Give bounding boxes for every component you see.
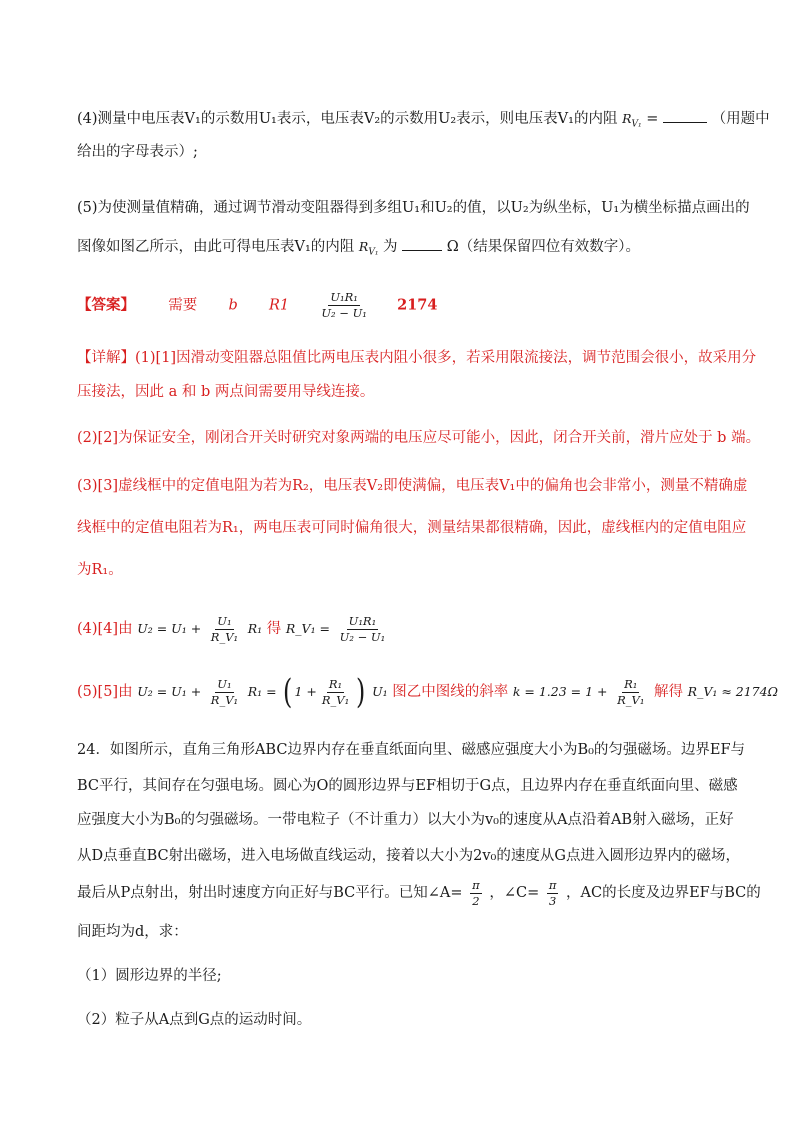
answer-line	[77, 290, 437, 321]
q24-l5-mid: ，∠C=	[489, 885, 540, 901]
explain-p3-l2: 线框中的定值电阻若为R₁，两电压表可同时偏角很大，测量结果都很精确，因此，虚线框内的定值电阻应	[77, 520, 747, 536]
q24-l5-post: ，AC的长度及边界EF与BC的	[566, 885, 761, 901]
p4-frac1: $\frac{\text{U₁}}{\text{R\_V₁}}$	[210, 613, 239, 644]
p5-eq1-r2: U₁	[372, 684, 388, 699]
rv1-symbol: $R_{V_1}$	[622, 111, 642, 130]
q24-l1: 24．如图所示，直角三角形ABC边界内存在垂直纸面向里、磁感应强度大小为B₀的匀强磁场。边界EF与	[77, 742, 746, 758]
part4-text: (4)测量中电压表V₁的示数用U₁表示，电压表V₂的示数用U₂表示，则电压表V₁的内阻	[77, 111, 618, 127]
part5-line2-post: Ω（结果保留四位有效数字）。	[446, 239, 641, 255]
q24-l4: 从D点垂直BC射出磁场，进入电场做直线运动，接着以大小为2v₀的速度从G点进入圆形边界内的磁场，	[77, 848, 740, 864]
p5-eq2: k = 1.23 = 1 +	[512, 684, 608, 699]
angle-a-fraction: $\frac{\pi}{2}$	[472, 877, 480, 908]
q24-l5-pre: 最后从P点射出，射出时速度方向正好与BC平行。已知∠A=	[77, 885, 463, 901]
part4-line2: 给出的字母表示）;	[77, 144, 198, 160]
q24-sub2: （2）粒子从A点到G点的运动时间。	[77, 1012, 312, 1028]
p4-eq1-right: R₁	[247, 621, 263, 636]
answer-item-1: 需要	[168, 297, 198, 314]
answer-blank-5[interactable]	[402, 236, 442, 251]
p5-one: 1 +	[294, 684, 317, 699]
equals-sign: =	[646, 111, 659, 127]
q24-sub1: （1）圆形边界的半径;	[77, 968, 222, 984]
explain-p2: (2)[2]为保证安全，刚闭合开关时研究对象两端的电压应尽可能小，因此，闭合开关前，滑片应处于 b 端。	[77, 430, 761, 446]
answer-item-3: R1	[268, 297, 290, 314]
explain-p3-l3: 为R₁。	[77, 562, 123, 578]
part5-line2-pre: 图像如图乙所示，由此可得电压表V₁的内阻	[77, 239, 355, 255]
p5-eq1-left: U₂ = U₁ +	[137, 684, 202, 699]
p4-frac2: $\frac{\text{U₁R₁}}{\text{U₂ − U₁}}$	[339, 613, 386, 644]
rv1-symbol-5: $R_{V_1}$	[358, 239, 379, 258]
p4-mid: 得	[266, 621, 282, 637]
p4-eq1-left: U₂ = U₁ +	[137, 621, 202, 636]
part4-line1	[77, 108, 770, 135]
answer-label: 【答案】	[77, 296, 135, 314]
p4-pre: (4)[4]由	[77, 621, 133, 637]
p5-post: 解得	[654, 684, 684, 700]
q24-l3: 应强度大小为B₀的匀强磁场。一带电粒子（不计重力）以大小为v₀的速度从A点沿着AB射入磁场，正好	[77, 812, 734, 828]
part5-line1: (5)为使测量值精确，通过调节滑动变阻器得到多组U₁和U₂的值，以U₂为纵坐标，U₁为横坐标描点画出的	[77, 200, 750, 216]
explain-p5	[77, 672, 778, 712]
p4-eq2-left: R_V₁ =	[285, 621, 331, 636]
explain-p4	[77, 612, 390, 646]
q24-l5	[77, 876, 761, 910]
part5-line2	[77, 236, 640, 263]
answer-fraction: $\frac{\text{U₁R₁}}{\text{U₂ − U₁}}$	[321, 290, 367, 320]
explain-p3-l1: (3)[3]虚线框中的定值电阻为若为R₂，电压表V₂即使满偏，电压表V₁中的偏角也会非常小，测量不精确虚	[77, 478, 748, 494]
p5-eq1-r1: R₁ =	[247, 684, 277, 699]
q24-l2: BC平行，其间存在匀强电场。圆心为O的圆形边界与EF相切于G点，且边界内存在垂直纸面向里、磁感	[77, 778, 738, 794]
p5-frac2: $\frac{\text{R₁}}{\text{R\_V₁}}$	[321, 676, 350, 707]
angle-c-fraction: $\frac{\pi}{3}$	[548, 877, 557, 908]
p5-result: R_V₁ ≈ 2174Ω	[687, 684, 778, 699]
p5-mid: 图乙中图线的斜率	[392, 684, 509, 700]
explain-p1-l2: 压接法，因此 a 和 b 两点间需要用导线连接。	[77, 384, 375, 400]
answer-item-2: b	[228, 297, 238, 314]
p5-frac1: $\frac{\text{U₁}}{\text{R\_V₁}}$	[210, 676, 239, 707]
right-paren: )	[356, 672, 366, 712]
answer-value: 2174	[397, 296, 438, 314]
p5-pre: (5)[5]由	[77, 684, 133, 700]
p5-frac3: $\frac{\text{R₁}}{\text{R\_V₁}}$	[617, 676, 645, 707]
explain-p1-l1: 【详解】(1)[1]因滑动变阻器总阻值比两电压表内阻小很多，若采用限流接法，调节范围会很小，故采用分	[77, 350, 757, 366]
answer-blank-4[interactable]	[663, 108, 707, 123]
part5-line2-mid: 为	[383, 239, 398, 255]
left-paren: (	[283, 672, 293, 712]
part4-after-blank: （用题中	[711, 111, 770, 127]
q24-l6: 间距均为d，求：	[77, 924, 188, 940]
